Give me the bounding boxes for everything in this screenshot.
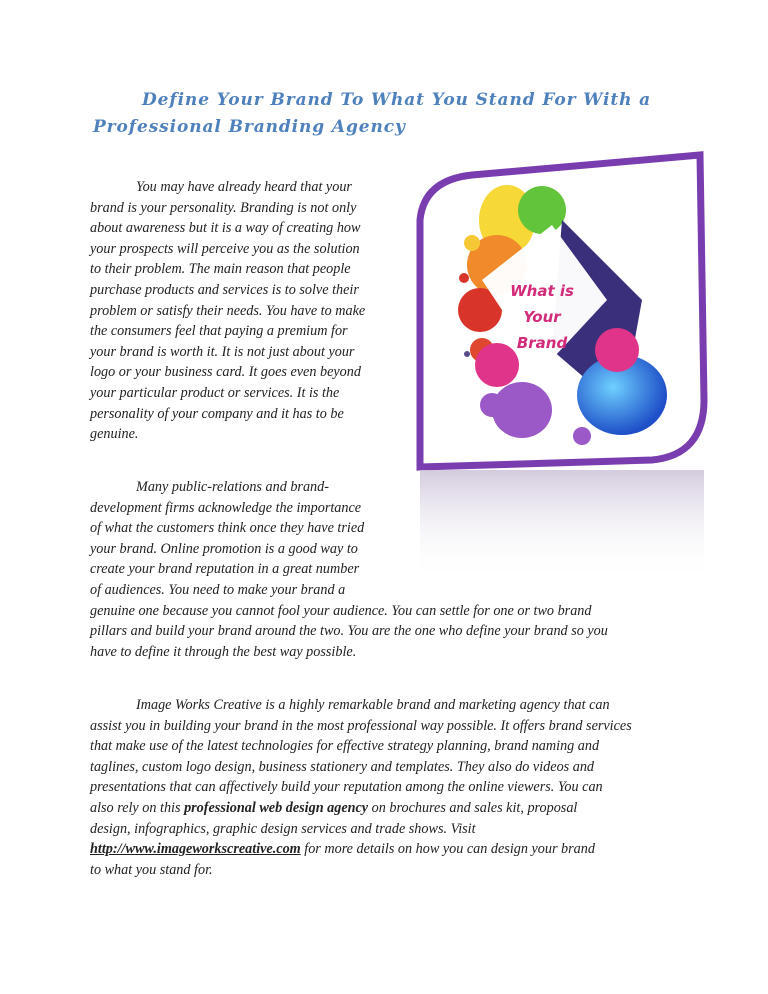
- paragraph-line: the consumers feel that paying a premium for: [90, 323, 348, 340]
- website-link[interactable]: http://www.imageworkscreative.com: [90, 841, 301, 858]
- paragraph-line: Many public-relations and brand-: [136, 479, 329, 495]
- paragraph-line: design, infographics, graphic design services and trade shows. Visit: [90, 820, 476, 837]
- paragraph-line: pillars and build your brand around the two. You are the one who define your brand so you: [90, 623, 608, 640]
- paragraph-line: to their problem. The main reason that people: [90, 261, 351, 278]
- paragraph-line: genuine one because you cannot fool your audience. You can settle for one or two brand: [90, 602, 592, 619]
- paragraph-line: of what the customers think once they have tried: [90, 520, 365, 537]
- paragraph-line: about awareness but it is a way of creating how: [90, 220, 361, 237]
- title-line-1: Define Your Brand To What You Stand For With a: [142, 90, 652, 110]
- paragraph-line: Image Works Creative is a highly remarkable brand and marketing agency that can: [136, 697, 610, 713]
- paragraph-line: create your brand reputation in a great number: [90, 561, 360, 578]
- paragraph-line: development firms acknowledge the importance: [90, 499, 362, 516]
- paragraph-line: [90, 798, 632, 819]
- paragraph-line: brand is your personality. Branding is not only: [90, 199, 357, 216]
- image-caption-line: What is: [510, 282, 574, 300]
- paragraph-line: taglines, custom logo design, business stationery and templates. They also do videos and: [90, 758, 595, 775]
- paragraph-line: your particular product or services. It is the: [90, 384, 340, 401]
- paragraph-line: your brand is worth it. It is not just about your: [90, 343, 355, 360]
- what-is-your-brand-image: [412, 150, 712, 590]
- paragraph-line: You may have already heard that your: [136, 179, 352, 195]
- paragraph-3: [90, 695, 632, 880]
- image-caption-line: Your: [523, 308, 561, 326]
- paragraph-line: your brand. Online promotion is a good way to: [90, 540, 358, 557]
- paragraph-line: purchase products and services is to solve their: [90, 281, 359, 298]
- paragraph-line: to what you stand for.: [90, 861, 213, 878]
- image-caption-line: Brand: [516, 334, 568, 352]
- text: also rely on this: [90, 799, 185, 816]
- paragraph-line: genuine.: [90, 426, 139, 443]
- agency-bold-text: professional web design agency: [184, 799, 369, 816]
- paragraph-line: presentations that can affectively build your reputation among the online viewers. You can: [90, 779, 603, 796]
- paragraph-line: problem or satisfy their needs. You have to make: [90, 302, 366, 319]
- paragraph-line: [90, 839, 632, 860]
- text: for more details on how you can design your brand: [300, 841, 595, 858]
- paragraph-line: of audiences. You need to make your brand a: [90, 581, 346, 598]
- paragraph-line: your prospects will perceive you as the solution: [90, 240, 360, 257]
- text: on brochures and sales kit, proposal: [368, 799, 578, 816]
- paragraph-line: that make use of the latest technologies for effective strategy planning, brand naming and: [90, 738, 600, 755]
- paragraph-line: assist you in building your brand in the most professional way possible. It offers brand services: [90, 717, 632, 734]
- title-line-2: Professional Branding Agency: [93, 117, 406, 137]
- paragraph-line: logo or your business card. It goes even beyond: [90, 364, 361, 381]
- paragraph-line: have to define it through the best way possible.: [90, 643, 357, 660]
- paragraph-line: personality of your company and it has to be: [90, 405, 344, 422]
- paragraph-1: [90, 177, 365, 445]
